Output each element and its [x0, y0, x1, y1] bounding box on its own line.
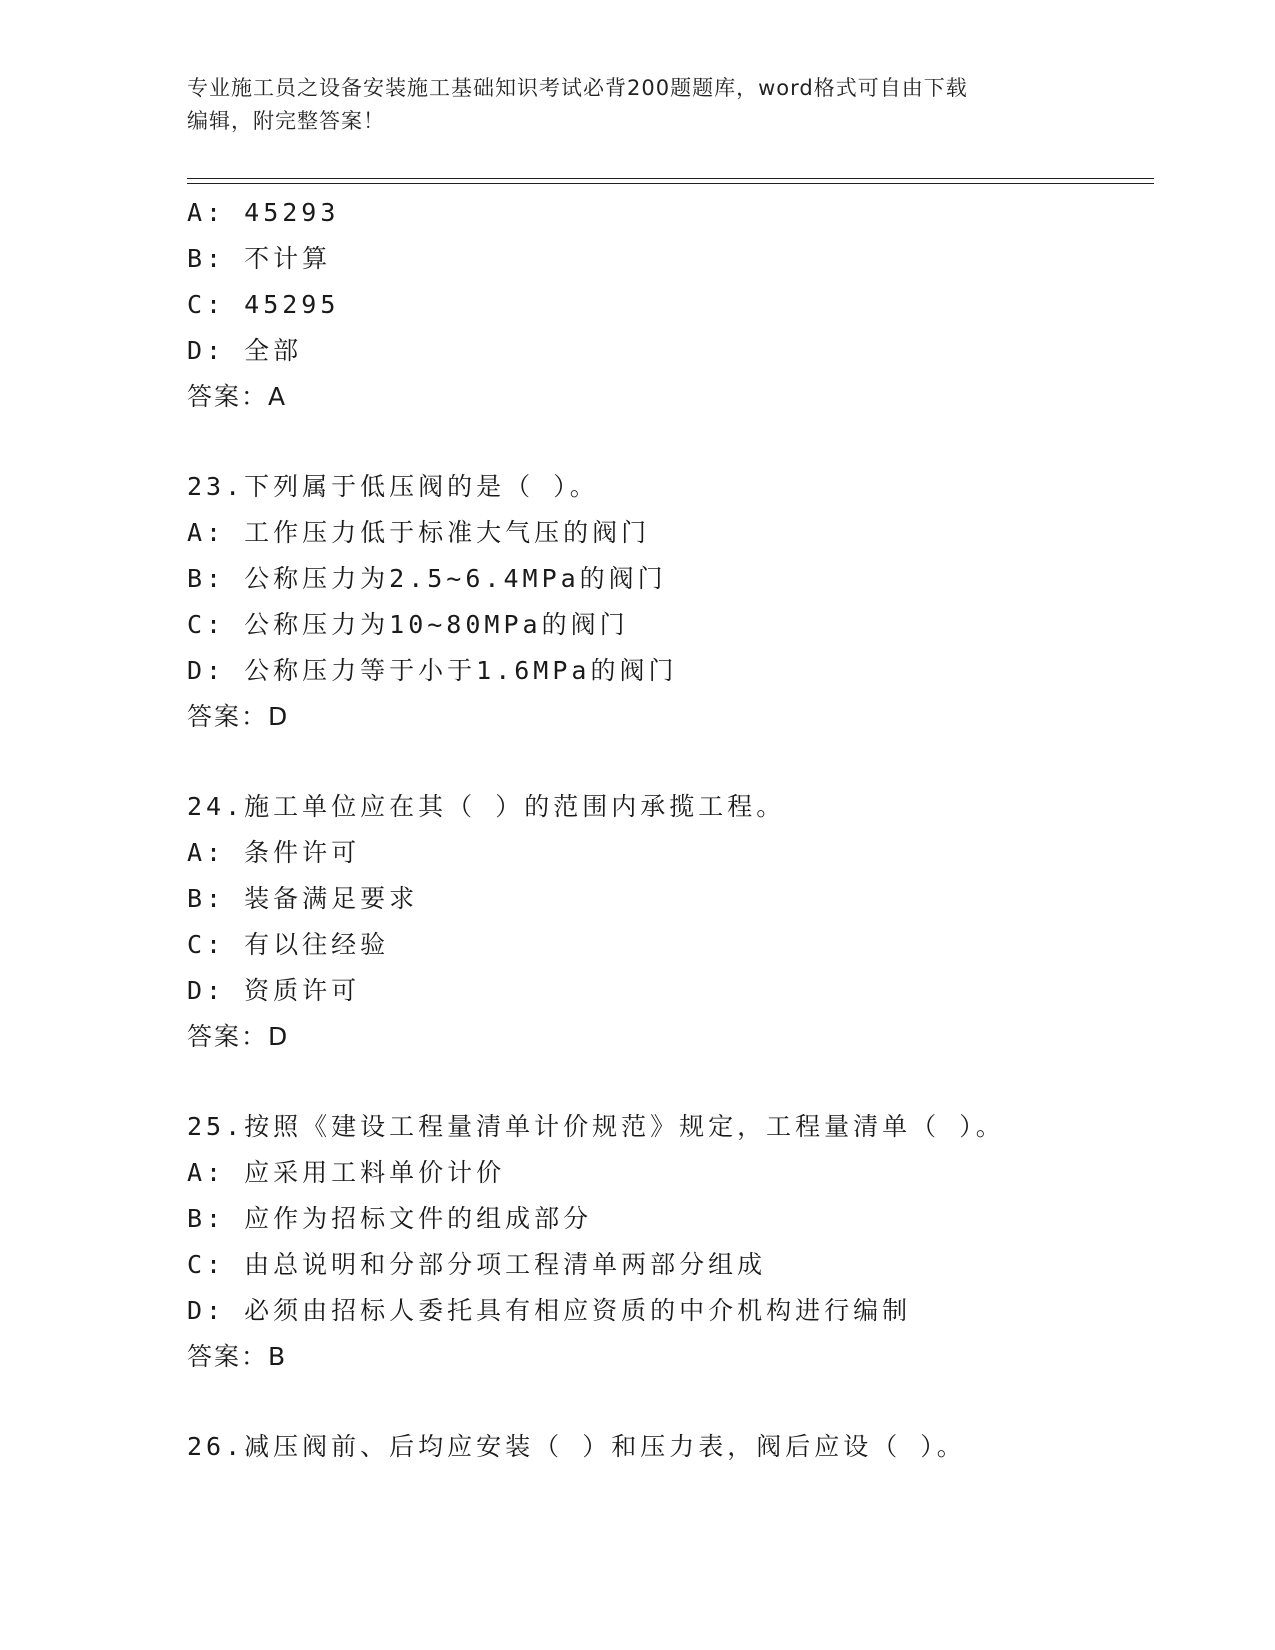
option-d: D: 必须由招标人委托具有相应资质的中介机构进行编制: [187, 1296, 912, 1325]
option-a: A: 45293: [187, 198, 340, 227]
option-b: B: 公称压力为2.5~6.4MPa的阀门: [187, 564, 667, 593]
option-c: C: 45295: [187, 290, 340, 319]
option-a: A: 条件许可: [187, 838, 361, 867]
option-d: D: 公称压力等于小于1.6MPa的阀门: [187, 656, 678, 685]
question-25: [187, 1104, 1147, 1380]
question-stem: 25.按照《建设工程量清单计价规范》规定，工程量清单（ ）。: [187, 1112, 1005, 1141]
question-list: [187, 190, 1147, 1470]
option-c: C: 有以往经验: [187, 930, 390, 959]
option-b: B: 不计算: [187, 244, 332, 273]
question-24: [187, 784, 1147, 1060]
option-c: C: 由总说明和分部分项工程清单两部分组成: [187, 1250, 767, 1279]
document-header: [187, 72, 1087, 138]
question-22-continued: [187, 190, 1147, 420]
option-a: A: 工作压力低于标准大气压的阀门: [187, 518, 651, 547]
answer-line: 答案：D: [187, 1022, 290, 1051]
question-26: [187, 1424, 1147, 1470]
question-stem: 26.减压阀前、后均应安装（ ）和压力表，阀后应设（ ）。: [187, 1432, 966, 1461]
header-line-2: 编辑，附完整答案！: [187, 109, 385, 133]
option-a: A: 应采用工料单价计价: [187, 1158, 506, 1187]
question-23: [187, 464, 1147, 740]
answer-line: 答案：B: [187, 1342, 288, 1371]
header-rule-top: [187, 178, 1154, 179]
option-c: C: 公称压力为10~80MPa的阀门: [187, 610, 629, 639]
option-d: D: 资质许可: [187, 976, 361, 1005]
question-stem: 24.施工单位应在其（ ）的范围内承揽工程。: [187, 792, 786, 821]
option-d: D: 全部: [187, 336, 303, 365]
option-b: B: 应作为招标文件的组成部分: [187, 1204, 593, 1233]
header-line-1: 专业施工员之设备安装施工基础知识考试必背200题题库，word格式可自由下载: [187, 76, 968, 100]
header-rule-bottom: [187, 183, 1154, 184]
option-b: B: 装备满足要求: [187, 884, 419, 913]
question-stem: 23.下列属于低压阀的是（ ）。: [187, 472, 599, 501]
answer-line: 答案：D: [187, 702, 290, 731]
answer-line: 答案：A: [187, 382, 288, 411]
